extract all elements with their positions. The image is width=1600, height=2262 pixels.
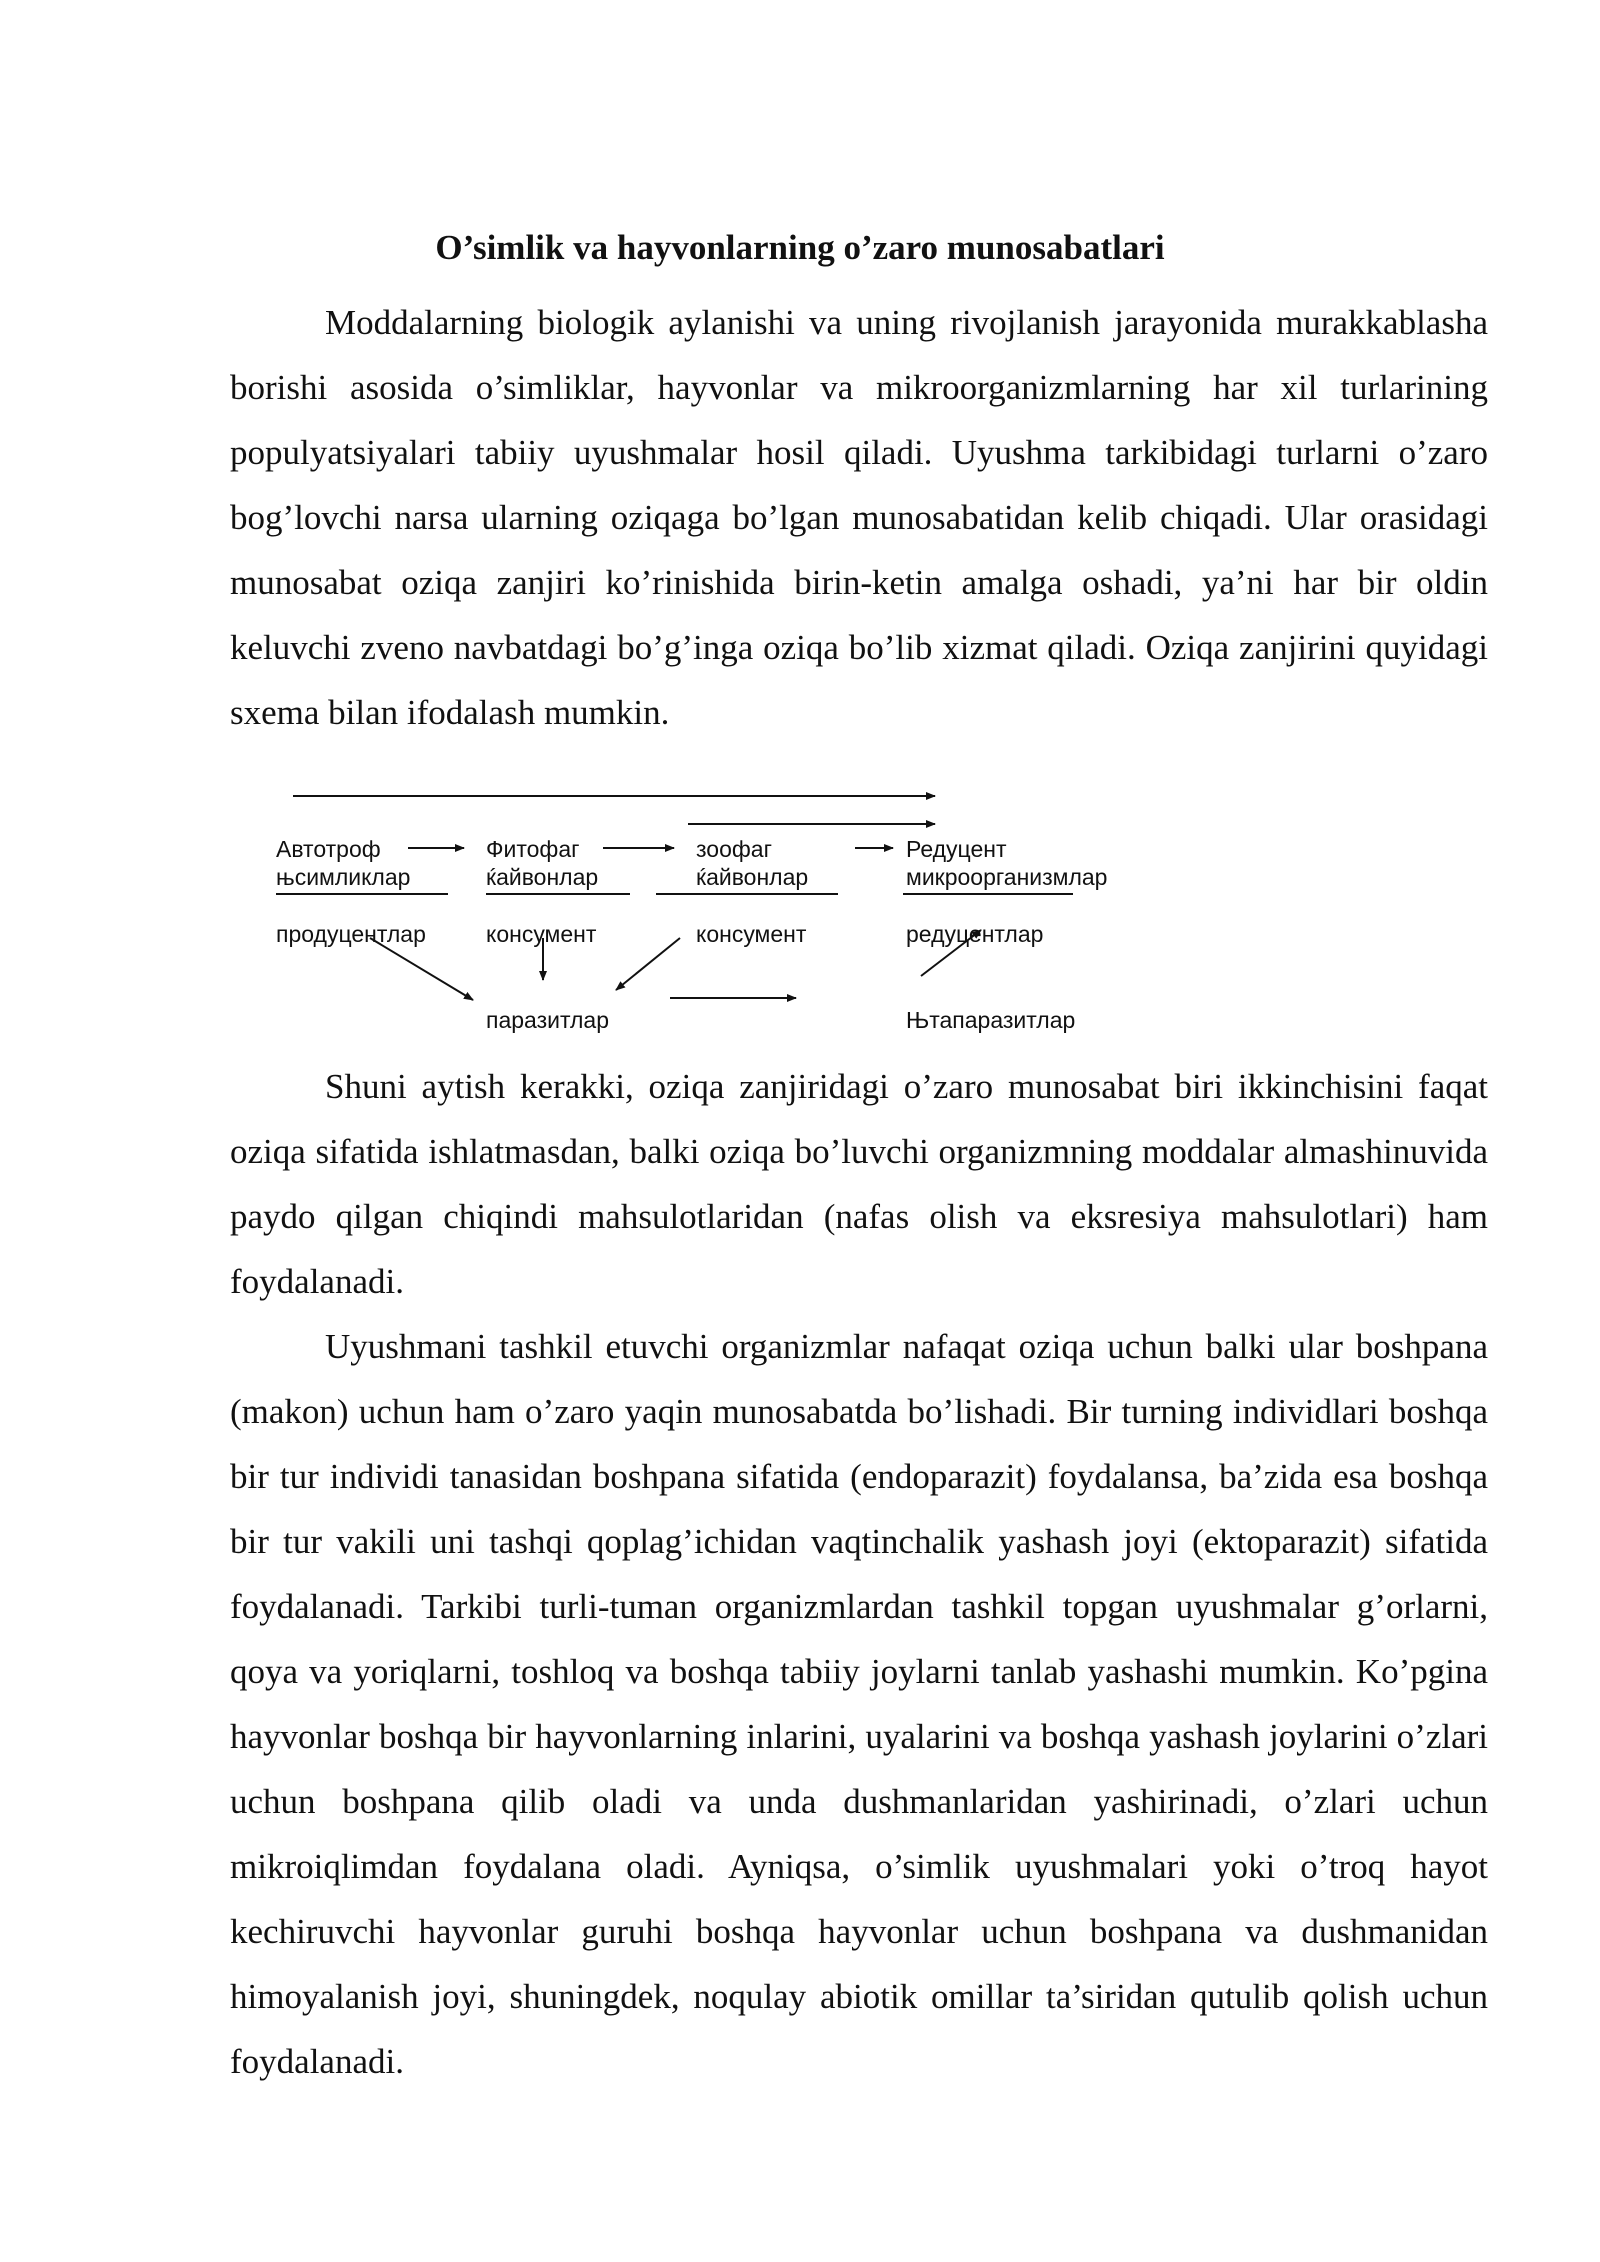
col1-line2: њсимликлар [276, 864, 411, 890]
col4-line1: Редуцент [906, 836, 1007, 862]
col3-line2: ќайвонлар [696, 864, 809, 890]
col2-role: консумент [486, 921, 597, 947]
col3-role: консумент [696, 921, 807, 947]
hyperparasites-label: Њтапаразитлар [906, 1007, 1076, 1033]
col3-line1: зоофаг [696, 836, 772, 862]
food-chain-diagram [0, 780, 1600, 1050]
col4-line2: микроорганизмлар [906, 864, 1108, 890]
col4-role: редуцентлар [906, 921, 1044, 947]
col1-role: продуцентлар [276, 921, 426, 947]
col2-line2: ќайвонлар [486, 864, 599, 890]
parasites-label: паразитлар [486, 1007, 609, 1033]
paragraph-3: Uyushmani tashkil etuvchi organizmlar nafaqat oziqa uchun balki ular boshpana (makon) uchun ham o’zaro yaqin munosabatda bo’lishadi. Bir turning individlari boshqa bir tur individi tanasidan boshpana sifatida (endoparazit) foydalansa, ba’zida esa boshqa bir tur vakili uni tashqi qoplag’ichidan vaqtinchalik yashash joyi (ektoparazit) sifatida foydalanadi. Tarkibi turli-tuman organizmlardan tashkil topgan uyushmalar g’orlarni, qoya va yoriqlarni, toshloq va boshqa tabiiy joylarni tanlab yashashi mumkin. Ko’pgina hayvonlar boshqa bir hayvonlarning inlarini, uyalarini va boshqa yashash joylarini o’zlari uchun boshpana qilib oladi va unda dushmanlaridan yashirinadi, o’zlari uchun mikroiqlimdan foydalana oladi. Ayniqsa, o’simlik uyushmalari yoki o’troq hayot kechiruvchi hayvonlar guruhi boshqa hayvonlar uchun boshpana va dushmanidan himoyalanish joyi, shuningdek, noqulay abiotik omillar ta’siridan qutulib qolish uchun foydalanadi. [230, 1327, 1488, 2081]
diagram-arrows [0, 780, 1600, 1050]
arrow-zoo-parasites [616, 938, 680, 990]
paragraph-1: Moddalarning biologik aylanishi va uning rivojlanish jarayonida murakkablasha borishi asosida o’simliklar, hayvonlar va mikroorganizmlarning har xil turlarining populyatsiyalari tabiiy uyushmalar hosil qiladi. Uyushma tarkibidagi turlarni o’zaro bog’lovchi narsa ularning oziqaga bo’lgan munosabatidan kelib chiqadi. Ular orasidagi munosabat oziqa zanjiri ko’rinishida birin-ketin amalga oshadi, ya’ni har bir oldin keluvchi zveno navbatdagi bo’g’inga oziqa bo’lib xizmat qiladi. Oziqa zanjirini quyidagi sxema bilan ifodalash mumkin. [230, 303, 1488, 732]
col2-line1: Фитофаг [486, 836, 580, 862]
page-title: O’simlik va hayvonlarning o’zaro munosabatlari [435, 228, 1165, 267]
paragraph-2: Shuni aytish kerakki, oziqa zanjiridagi o’zaro munosabat biri ikkinchisini faqat oziqa sifatida ishlatmasdan, balki oziqa bo’luvchi organizmning moddalar almashinuvida paydo qilgan chiqindi mahsulotlaridan (nafas olish va eksresiya mahsulotlari) ham foydalanadi. [230, 1067, 1488, 1301]
col1-line1: Автотроф [276, 836, 381, 862]
